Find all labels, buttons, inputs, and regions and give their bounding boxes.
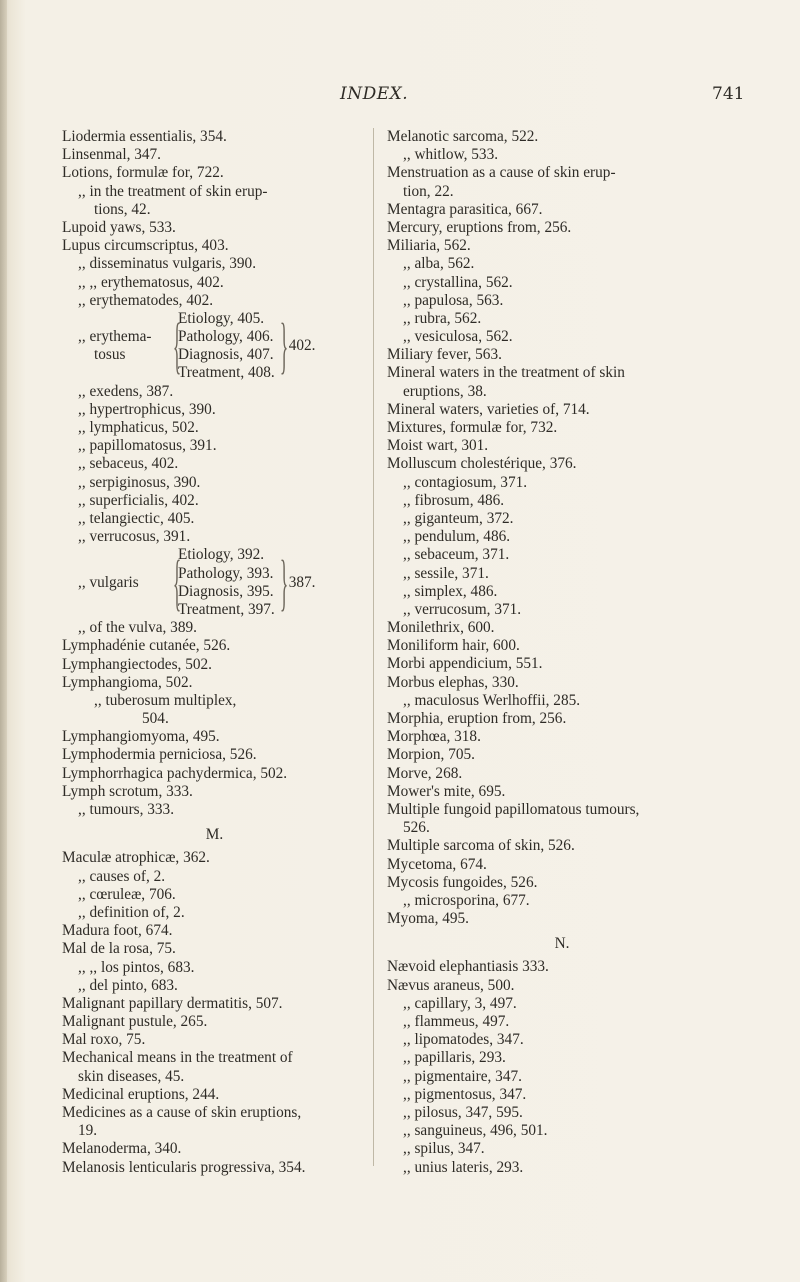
index-entry: eruptions, 38. bbox=[403, 382, 487, 400]
index-entry: ,, pigmentaire, 347. bbox=[403, 1067, 522, 1085]
bracket-group-vulgaris bbox=[62, 546, 367, 619]
bracket-item: Treatment, 408. bbox=[178, 364, 275, 382]
left-entries-part2 bbox=[62, 383, 367, 547]
index-entry: ,, in the treatment of skin erup- bbox=[78, 182, 268, 200]
bracket-lead bbox=[62, 328, 174, 364]
index-entry: ,, ,, erythematosus, 402. bbox=[78, 273, 224, 291]
index-entry: ,, ,, los pintos, 683. bbox=[78, 958, 195, 976]
index-entry: ,, contagiosum, 371. bbox=[403, 473, 528, 491]
index-entry: ,, cœruleæ, 706. bbox=[78, 885, 176, 903]
bracket-lead-line1: ,, vulgaris bbox=[78, 573, 139, 591]
bracket-total: 387. bbox=[288, 573, 316, 591]
index-entry: 526. bbox=[403, 819, 430, 837]
left-entries-part4 bbox=[62, 849, 367, 1176]
right-brace-icon: } bbox=[279, 312, 288, 381]
index-entry: Morphœa, 318. bbox=[387, 728, 481, 746]
index-entry: Mentagra parasitica, 667. bbox=[387, 200, 543, 218]
page-number: 741 bbox=[712, 84, 745, 104]
left-entries-part3 bbox=[62, 619, 367, 819]
bracket-lead-line1: ,, erythema- bbox=[78, 328, 152, 346]
right-entries-part2 bbox=[387, 958, 737, 1176]
index-entry: Nævoid elephantiasis 333. bbox=[387, 958, 549, 976]
bracket-item: Pathology, 393. bbox=[178, 564, 274, 582]
index-entry: ,, causes of, 2. bbox=[78, 867, 166, 885]
index-entry: Melanosis lenticularis progressiva, 354. bbox=[62, 1158, 306, 1176]
index-entry: ,, simplex, 486. bbox=[403, 582, 498, 600]
bracket-item: Diagnosis, 395. bbox=[178, 582, 274, 600]
index-entry: ,, pigmentosus, 347. bbox=[403, 1085, 527, 1103]
index-entry: Lymphangiomyoma, 495. bbox=[62, 728, 220, 746]
bracket-item: Treatment, 397. bbox=[178, 600, 275, 618]
index-entry: ,, papillaris, 293. bbox=[403, 1049, 506, 1067]
index-entry: ,, lipomatodes, 347. bbox=[403, 1031, 524, 1049]
index-entry: ,, lymphaticus, 502. bbox=[78, 419, 199, 437]
left-brace-icon: { bbox=[172, 548, 182, 617]
index-entry: ,, disseminatus vulgaris, 390. bbox=[78, 255, 257, 273]
index-entry: Malignant pustule, 265. bbox=[62, 1013, 208, 1031]
bracket-item: Diagnosis, 407. bbox=[178, 346, 274, 364]
index-entry: ,, hypertrophicus, 390. bbox=[78, 400, 216, 418]
bracket-item: Etiology, 405. bbox=[178, 309, 265, 327]
index-entry: ,, maculosus Werlhoffii, 285. bbox=[403, 691, 581, 709]
index-entry: ,, unius lateris, 293. bbox=[403, 1158, 524, 1176]
index-entry: ,, sebaceus, 402. bbox=[78, 455, 179, 473]
index-entry: Melanoderma, 340. bbox=[62, 1140, 182, 1158]
bracket-group-erythematosus bbox=[62, 310, 367, 383]
index-entry: Lymphorrhagica pachydermica, 502. bbox=[62, 764, 288, 782]
index-entry: Lymphangiectodes, 502. bbox=[62, 655, 212, 673]
index-entry: Linsenmal, 347. bbox=[62, 146, 161, 164]
index-entry: Miliaria, 562. bbox=[387, 237, 471, 255]
index-entry: Mal roxo, 75. bbox=[62, 1031, 146, 1049]
index-entry: ,, exedens, 387. bbox=[78, 382, 174, 400]
index-entry: Lymph scrotum, 333. bbox=[62, 782, 193, 800]
index-entry: ,, fibrosum, 486. bbox=[403, 491, 505, 509]
index-entry: ,, rubra, 562. bbox=[403, 309, 482, 327]
index-entry: Mal de la rosa, 75. bbox=[62, 940, 176, 958]
bracket-lead-line2: tosus bbox=[94, 346, 126, 364]
index-entry: Lymphodermia perniciosa, 526. bbox=[62, 746, 257, 764]
index-entry: Moist wart, 301. bbox=[387, 437, 489, 455]
section-heading-n: N. bbox=[554, 935, 570, 953]
index-entry: Morve, 268. bbox=[387, 764, 463, 782]
index-entry: 504. bbox=[142, 710, 169, 728]
index-entry: Mineral waters, varieties of, 714. bbox=[387, 400, 590, 418]
index-entry: ,, erythematodes, 402. bbox=[78, 291, 214, 309]
bracket-items bbox=[178, 310, 275, 383]
index-entry: Nævus araneus, 500. bbox=[387, 976, 515, 994]
index-entry: Mercury, eruptions from, 256. bbox=[387, 218, 572, 236]
index-entry: ,, microsporina, 677. bbox=[403, 891, 530, 909]
index-column-right bbox=[387, 128, 737, 1177]
index-entry: tion, 22. bbox=[403, 182, 454, 200]
bracket-total: 402. bbox=[288, 337, 316, 355]
index-entry: Madura foot, 674. bbox=[62, 922, 173, 940]
index-entry: ,, alba, 562. bbox=[403, 255, 475, 273]
index-entry: ,, pendulum, 486. bbox=[403, 528, 511, 546]
index-entry: Multiple sarcoma of skin, 526. bbox=[387, 837, 575, 855]
index-entry: ,, sebaceum, 371. bbox=[403, 546, 510, 564]
index-entry: ,, of the vulva, 389. bbox=[78, 619, 197, 637]
index-entry: Melanotic sarcoma, 522. bbox=[387, 128, 539, 145]
index-entry: tions, 42. bbox=[94, 200, 151, 218]
index-entry: ,, flammeus, 497. bbox=[403, 1013, 510, 1030]
index-entry: ,, whitlow, 533. bbox=[403, 146, 499, 164]
index-entry: ,, superficialis, 402. bbox=[78, 491, 199, 509]
index-entry: ,, pilosus, 347, 595. bbox=[403, 1103, 523, 1121]
index-entry: ,, sessile, 371. bbox=[403, 564, 489, 582]
index-entry: skin diseases, 45. bbox=[78, 1067, 185, 1085]
index-entry: Medicines as a cause of skin eruptions, bbox=[62, 1104, 302, 1122]
left-brace-icon: { bbox=[172, 312, 182, 381]
index-entry: ,, verrucosum, 371. bbox=[403, 600, 522, 618]
index-entry: Medicinal eruptions, 244. bbox=[62, 1085, 220, 1103]
index-entry: ,, verrucosus, 391. bbox=[78, 528, 191, 546]
index-entry: ,, crystallina, 562. bbox=[403, 273, 513, 291]
index-entry: ,, tuberosum multiplex, bbox=[94, 691, 237, 709]
index-entry: Molluscum cholestérique, 376. bbox=[387, 455, 577, 473]
bracket-items bbox=[178, 546, 275, 619]
index-entry: ,, sanguineus, 496, 501. bbox=[403, 1122, 548, 1140]
index-entry: Lymphadénie cutanée, 526. bbox=[62, 637, 231, 655]
column-divider bbox=[373, 128, 374, 1166]
section-heading-m: M. bbox=[205, 826, 224, 844]
index-entry: Myoma, 495. bbox=[387, 910, 470, 928]
index-entry: ,, giganteum, 372. bbox=[403, 509, 514, 527]
index-entry: ,, papulosa, 563. bbox=[403, 291, 504, 309]
left-entries-part1 bbox=[62, 128, 367, 310]
index-entry: Miliary fever, 563. bbox=[387, 346, 502, 364]
index-entry: Mixtures, formulæ for, 732. bbox=[387, 419, 558, 436]
index-entry: ,, capillary, 3, 497. bbox=[403, 994, 517, 1012]
index-entry: ,, spilus, 347. bbox=[403, 1140, 485, 1158]
book-gutter bbox=[0, 0, 7, 1282]
index-entry: Lotions, formulæ for, 722. bbox=[62, 164, 224, 182]
index-entry: Mower's mite, 695. bbox=[387, 782, 506, 800]
right-brace-icon: } bbox=[279, 548, 288, 617]
index-entry: ,, definition of, 2. bbox=[78, 903, 185, 921]
index-entry: ,, tumours, 333. bbox=[78, 801, 175, 819]
index-entry: Morpion, 705. bbox=[387, 746, 475, 764]
index-entry: Morphia, eruption from, 256. bbox=[387, 710, 567, 727]
index-entry: Menstruation as a cause of skin erup- bbox=[387, 164, 616, 182]
index-entry: Lupoid yaws, 533. bbox=[62, 218, 176, 236]
index-entry: ,, papillomatosus, 391. bbox=[78, 437, 217, 455]
index-entry: Morbi appendicium, 551. bbox=[387, 655, 543, 673]
index-entry: Malignant papillary dermatitis, 507. bbox=[62, 994, 283, 1012]
index-entry: 19. bbox=[78, 1122, 98, 1140]
right-entries-part1 bbox=[387, 128, 737, 928]
index-entry: ,, telangiectic, 405. bbox=[78, 509, 195, 527]
index-entry: Mycosis fungoides, 526. bbox=[387, 873, 538, 891]
index-entry: Moniliform hair, 600. bbox=[387, 637, 520, 655]
index-entry: Multiple fungoid papillomatous tumours, bbox=[387, 800, 640, 818]
index-entry: Mycetoma, 674. bbox=[387, 855, 487, 873]
index-entry: Liodermia essentialis, 354. bbox=[62, 128, 227, 145]
index-entry: ,, serpiginosus, 390. bbox=[78, 473, 201, 491]
index-entry: Mineral waters in the treatment of skin bbox=[387, 364, 625, 382]
index-entry: Morbus elephas, 330. bbox=[387, 673, 519, 691]
bracket-item: Etiology, 392. bbox=[178, 546, 265, 564]
bracket-item: Pathology, 406. bbox=[178, 328, 274, 346]
index-entry: Maculæ atrophicæ, 362. bbox=[62, 849, 210, 867]
running-header-title: INDEX. bbox=[340, 84, 409, 104]
index-column-left bbox=[62, 128, 367, 1177]
index-entry: Lymphangioma, 502. bbox=[62, 673, 193, 691]
bracket-lead bbox=[62, 574, 174, 592]
index-entry: ,, del pinto, 683. bbox=[78, 976, 178, 994]
index-entry: Lupus circumscriptus, 403. bbox=[62, 237, 229, 255]
index-entry: Mechanical means in the treatment of bbox=[62, 1049, 293, 1067]
index-entry: Monilethrix, 600. bbox=[387, 619, 495, 637]
index-entry: ,, vesiculosa, 562. bbox=[403, 328, 513, 346]
